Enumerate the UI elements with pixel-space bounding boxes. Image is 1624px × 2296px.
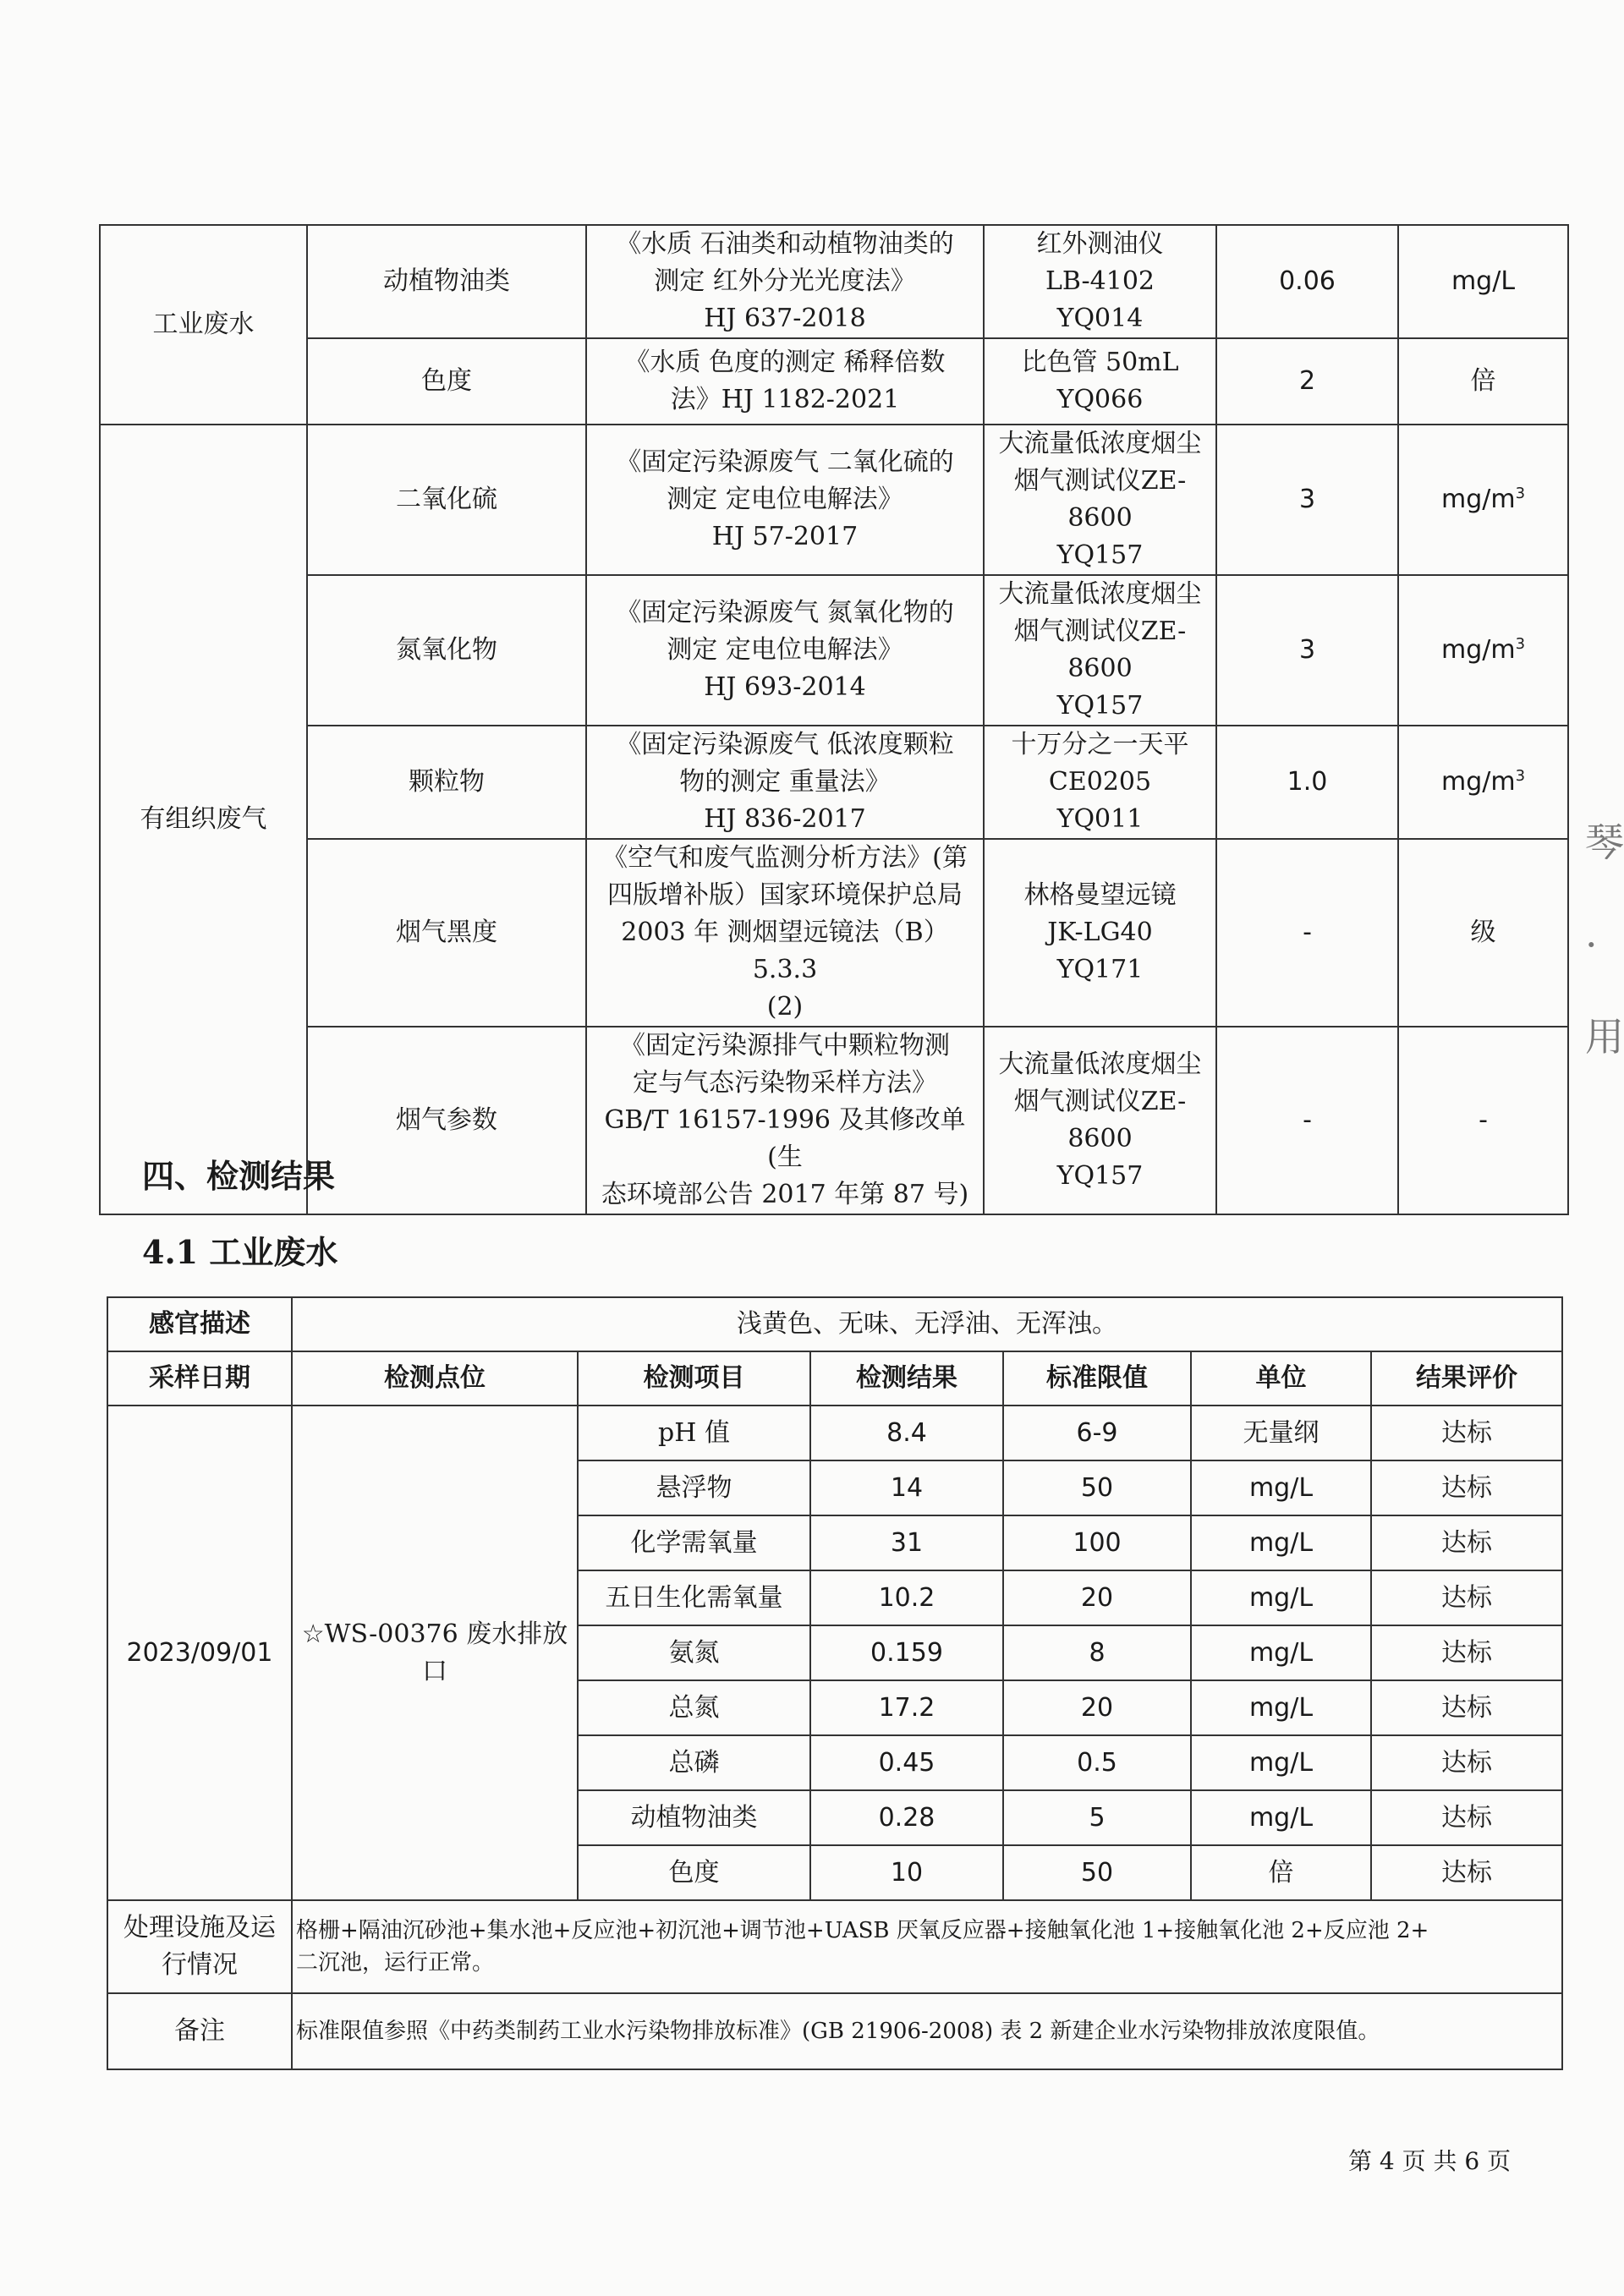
test-item-cell: pH 值 bbox=[578, 1406, 810, 1460]
item-cell: 二氧化硫 bbox=[307, 425, 586, 575]
unit-cell: 倍 bbox=[1398, 338, 1568, 425]
method-line: HJ 57-2017 bbox=[711, 522, 859, 551]
sensory-row bbox=[107, 1297, 1562, 1351]
method-line: HJ 637-2018 bbox=[704, 304, 866, 333]
instrument-line: 大流量低浓度烟尘 bbox=[998, 1049, 1202, 1079]
method-row bbox=[100, 839, 1568, 1027]
method-line: 测定 红外分光光度法》 bbox=[654, 266, 916, 296]
item-cell: 颗粒物 bbox=[307, 726, 586, 839]
method-line: 《固定污染源废气 低浓度颗粒 bbox=[616, 730, 954, 759]
seal-stamp-fragment: 琴 · 用 bbox=[1585, 819, 1624, 1060]
method-line: 《固定污染源排气中颗粒物测 bbox=[620, 1031, 950, 1060]
item-cell: 氮氧化物 bbox=[307, 575, 586, 726]
column-header: 采样日期 bbox=[107, 1351, 292, 1406]
method-line: 《固定污染源废气 氮氧化物的 bbox=[616, 598, 954, 627]
test-item-cell: 五日生化需氧量 bbox=[578, 1570, 810, 1625]
page-number: 第 4 页 共 6 页 bbox=[1348, 2147, 1512, 2175]
sensory-label: 感官描述 bbox=[107, 1297, 292, 1351]
test-item-cell: 氨氮 bbox=[578, 1625, 810, 1680]
result-value-cell: 31 bbox=[810, 1515, 1003, 1570]
standard-limit-cell: 50 bbox=[1003, 1845, 1191, 1900]
evaluation-cell: 达标 bbox=[1371, 1515, 1562, 1570]
category-cell: 工业废水 bbox=[100, 225, 307, 425]
result-row bbox=[107, 1406, 1562, 1460]
test-item-cell: 化学需氧量 bbox=[578, 1515, 810, 1570]
sampling-date-cell: 2023/09/01 bbox=[107, 1406, 292, 1900]
evaluation-cell: 达标 bbox=[1371, 1790, 1562, 1845]
instrument-line: 红外测油仪 bbox=[1036, 229, 1164, 259]
unit-cell: mg/L bbox=[1191, 1570, 1371, 1625]
treatment-label bbox=[107, 1900, 292, 1993]
unit-superscript: 3 bbox=[1515, 635, 1526, 653]
evaluation-cell: 达标 bbox=[1371, 1735, 1562, 1790]
method-row bbox=[100, 338, 1568, 425]
method-cell bbox=[586, 726, 984, 839]
instrument-cell bbox=[984, 575, 1216, 726]
detection-limit-cell: - bbox=[1216, 1027, 1398, 1214]
instrument-cell bbox=[984, 225, 1216, 338]
instrument-cell bbox=[984, 338, 1216, 425]
method-cell bbox=[586, 425, 984, 575]
column-header: 结果评价 bbox=[1371, 1351, 1562, 1406]
method-cell bbox=[586, 338, 984, 425]
standard-limit-cell: 0.5 bbox=[1003, 1735, 1191, 1790]
treatment-row bbox=[107, 1900, 1562, 1993]
method-line: 四版增补版）国家环境保护总局 bbox=[607, 880, 963, 910]
instrument-line: 烟气测试仪ZE-8600 bbox=[1013, 616, 1187, 683]
method-line: 物的测定 重量法》 bbox=[679, 767, 891, 797]
method-line: 法》HJ 1182-2021 bbox=[670, 385, 900, 414]
method-line: 2003 年 测烟望远镜法（B） 5.3.3 bbox=[621, 918, 949, 984]
standard-limit-cell: 50 bbox=[1003, 1460, 1191, 1515]
instrument-line: LB-4102 bbox=[1045, 266, 1155, 296]
standard-limit-cell: 20 bbox=[1003, 1570, 1191, 1625]
instrument-cell bbox=[984, 425, 1216, 575]
instrument-cell bbox=[984, 1027, 1216, 1214]
column-header: 检测点位 bbox=[292, 1351, 578, 1406]
instrument-line: 十万分之一天平 bbox=[1011, 730, 1189, 759]
unit-cell: mg/L bbox=[1191, 1790, 1371, 1845]
method-line: GB/T 16157-1996 及其修改单(生 bbox=[604, 1105, 966, 1172]
result-value-cell: 10 bbox=[810, 1845, 1003, 1900]
sampling-point-cell: ☆WS-00376 废水排放口 bbox=[292, 1406, 578, 1900]
unit-cell: 倍 bbox=[1191, 1845, 1371, 1900]
method-row bbox=[100, 575, 1568, 726]
standard-limit-cell: 5 bbox=[1003, 1790, 1191, 1845]
test-item-cell: 总氮 bbox=[578, 1680, 810, 1735]
instrument-line: 林格曼望远镜 bbox=[1023, 880, 1177, 910]
method-cell bbox=[586, 575, 984, 726]
treatment-value-line: 二沉池，运行正常。 bbox=[296, 1950, 495, 1975]
method-row bbox=[100, 425, 1568, 575]
evaluation-cell: 达标 bbox=[1371, 1460, 1562, 1515]
method-line: HJ 693-2014 bbox=[704, 672, 866, 702]
instrument-line: YQ014 bbox=[1056, 304, 1144, 333]
method-line: 《水质 色度的测定 稀释倍数 bbox=[624, 348, 946, 377]
unit-cell: mg/L bbox=[1191, 1625, 1371, 1680]
column-header: 单位 bbox=[1191, 1351, 1371, 1406]
method-line: 《空气和废气监测分析方法》(第 bbox=[602, 843, 968, 873]
standard-limit-cell: 20 bbox=[1003, 1680, 1191, 1735]
remark-row bbox=[107, 1993, 1562, 2069]
unit-cell: 无量纲 bbox=[1191, 1406, 1371, 1460]
instrument-line: 烟气测试仪ZE-8600 bbox=[1013, 466, 1187, 533]
evaluation-cell: 达标 bbox=[1371, 1625, 1562, 1680]
test-item-cell: 总磷 bbox=[578, 1735, 810, 1790]
section-4-1-heading: 4.1 工业废水 bbox=[142, 1233, 338, 1271]
sensory-value: 浅黄色、无味、无浮油、无浑浊。 bbox=[292, 1297, 1562, 1351]
method-row bbox=[100, 225, 1568, 338]
result-value-cell: 8.4 bbox=[810, 1406, 1003, 1460]
instrument-line: JK-LG40 bbox=[1047, 918, 1153, 947]
treatment-value-line: 格栅+隔油沉砂池+集水池+反应池+初沉池+调节池+UASB 厌氧反应器+接触氧化池 1+接触氧化池 2+反应池 2+ bbox=[296, 1918, 1429, 1943]
treatment-value bbox=[292, 1900, 1562, 1993]
detection-limit-cell: 1.0 bbox=[1216, 726, 1398, 839]
unit-cell: $mg/m^3$ bbox=[1398, 726, 1568, 839]
test-item-cell: 悬浮物 bbox=[578, 1460, 810, 1515]
unit-superscript: 3 bbox=[1515, 767, 1526, 785]
method-line: 测定 定电位电解法》 bbox=[667, 635, 903, 665]
unit-cell: mg/L bbox=[1398, 225, 1568, 338]
item-cell: 动植物油类 bbox=[307, 225, 586, 338]
test-item-cell: 动植物油类 bbox=[578, 1790, 810, 1845]
remark-value: 标准限值参照《中药类制药工业水污染物排放标准》(GB 21906-2008) 表 2 新建企业水污染物排放浓度限值。 bbox=[292, 1993, 1562, 2069]
result-value-cell: 0.28 bbox=[810, 1790, 1003, 1845]
standard-limit-cell: 6-9 bbox=[1003, 1406, 1191, 1460]
unit-cell: $mg/m^3$ bbox=[1398, 425, 1568, 575]
instrument-line: YQ157 bbox=[1056, 540, 1144, 570]
method-line: 定与气态污染物采样方法》 bbox=[633, 1068, 937, 1098]
instrument-cell bbox=[984, 839, 1216, 1027]
detection-limit-cell: 3 bbox=[1216, 575, 1398, 726]
instrument-line: YQ157 bbox=[1056, 1161, 1144, 1191]
remark-label: 备注 bbox=[107, 1993, 292, 2069]
detection-limit-cell: - bbox=[1216, 839, 1398, 1027]
instrument-cell bbox=[984, 726, 1216, 839]
result-value-cell: 0.45 bbox=[810, 1735, 1003, 1790]
standard-limit-cell: 8 bbox=[1003, 1625, 1191, 1680]
method-line: HJ 836-2017 bbox=[704, 804, 866, 834]
standard-limit-cell: 100 bbox=[1003, 1515, 1191, 1570]
result-value-cell: 0.159 bbox=[810, 1625, 1003, 1680]
instrument-line: 比色管 50mL bbox=[1021, 348, 1179, 377]
instrument-line: CE0205 bbox=[1048, 767, 1152, 797]
evaluation-cell: 达标 bbox=[1371, 1570, 1562, 1625]
result-value-cell: 17.2 bbox=[810, 1680, 1003, 1735]
method-row bbox=[100, 726, 1568, 839]
unit-cell: $mg/m^3$ bbox=[1398, 575, 1568, 726]
evaluation-cell: 达标 bbox=[1371, 1845, 1562, 1900]
method-cell bbox=[586, 839, 984, 1027]
test-item-cell: 色度 bbox=[578, 1845, 810, 1900]
section-4-heading: 四、检测结果 bbox=[142, 1157, 336, 1195]
result-value-cell: 14 bbox=[810, 1460, 1003, 1515]
method-cell bbox=[586, 1027, 984, 1214]
category-cell: 有组织废气 bbox=[100, 425, 307, 1214]
column-header: 检测项目 bbox=[578, 1351, 810, 1406]
instrument-line: 烟气测试仪ZE-8600 bbox=[1013, 1087, 1187, 1153]
method-line: 《水质 石油类和动植物油类的 bbox=[616, 229, 954, 259]
unit-cell: mg/L bbox=[1191, 1460, 1371, 1515]
detection-limit-cell: 3 bbox=[1216, 425, 1398, 575]
unit-cell: mg/L bbox=[1191, 1515, 1371, 1570]
unit-superscript: 3 bbox=[1515, 485, 1526, 502]
instrument-line: YQ066 bbox=[1056, 385, 1144, 414]
item-cell: 烟气黑度 bbox=[307, 839, 586, 1027]
header-row bbox=[107, 1351, 1562, 1406]
unit-cell: mg/L bbox=[1191, 1680, 1371, 1735]
detection-limit-cell: 0.06 bbox=[1216, 225, 1398, 338]
method-cell bbox=[586, 225, 984, 338]
instrument-line: 大流量低浓度烟尘 bbox=[998, 579, 1202, 609]
unit-cell: mg/L bbox=[1191, 1735, 1371, 1790]
column-header: 检测结果 bbox=[810, 1351, 1003, 1406]
method-line: 《固定污染源废气 二氧化硫的 bbox=[616, 447, 954, 477]
treatment-label-line: 行情况 bbox=[162, 1950, 238, 1980]
instrument-line: YQ011 bbox=[1056, 804, 1144, 834]
method-line: 测定 定电位电解法》 bbox=[667, 485, 903, 514]
evaluation-cell: 达标 bbox=[1371, 1680, 1562, 1735]
item-cell: 烟气参数 bbox=[307, 1027, 586, 1214]
unit-cell: - bbox=[1398, 1027, 1568, 1214]
column-header: 标准限值 bbox=[1003, 1351, 1191, 1406]
treatment-label-line: 处理设施及运 bbox=[123, 1913, 276, 1943]
instrument-line: 大流量低浓度烟尘 bbox=[998, 429, 1202, 458]
evaluation-cell: 达标 bbox=[1371, 1406, 1562, 1460]
result-value-cell: 10.2 bbox=[810, 1570, 1003, 1625]
detection-limit-cell: 2 bbox=[1216, 338, 1398, 425]
method-line: 态环境部公告 2017 年第 87 号) bbox=[601, 1180, 969, 1209]
method-table bbox=[99, 224, 1569, 1215]
unit-cell: 级 bbox=[1398, 839, 1568, 1027]
method-line: (2) bbox=[766, 992, 804, 1022]
instrument-line: YQ171 bbox=[1056, 955, 1144, 984]
item-cell: 色度 bbox=[307, 338, 586, 425]
instrument-line: YQ157 bbox=[1056, 691, 1144, 721]
wastewater-result-table bbox=[107, 1296, 1563, 2070]
